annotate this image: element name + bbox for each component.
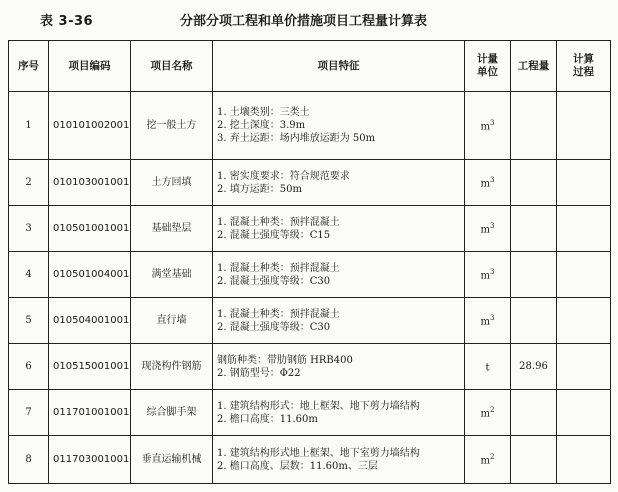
header-quantity: 工程量 (511, 41, 557, 92)
cell-name: 现浇构件钢筋 (131, 344, 213, 390)
table-row (9, 92, 611, 160)
cell-calc (557, 92, 611, 160)
cell-features (213, 298, 465, 344)
unit-base: m (480, 316, 490, 328)
table-row (9, 252, 611, 298)
table-row (9, 160, 611, 206)
cell-code: 011703001001 (49, 436, 131, 484)
cell-calc (557, 436, 611, 484)
cell-code: 010103001001 (49, 160, 131, 206)
header-calc-line1: 计算 (573, 53, 594, 65)
table-number: 表 3-36 (40, 14, 94, 29)
cell-unit (465, 298, 511, 344)
cell-name: 满堂基础 (131, 252, 213, 298)
unit-exponent: 3 (490, 314, 495, 323)
unit-exponent: 3 (490, 268, 495, 277)
feature-line: 1. 密实度要求：符合规范要求 (217, 170, 350, 182)
unit-exponent: 3 (490, 176, 495, 185)
cell-code: 010501004001 (49, 252, 131, 298)
table-title: 分部分项工程和单价措施项目工程量计算表 (180, 14, 428, 29)
cell-calc (557, 160, 611, 206)
cell-unit (465, 436, 511, 484)
cell-quantity (511, 206, 557, 252)
unit-exponent: 2 (490, 406, 495, 415)
feature-line: 2. 檐口高度、层数：11.60m、三层 (217, 460, 378, 472)
cell-name: 基础垫层 (131, 206, 213, 252)
table-row (9, 390, 611, 436)
cell-name: 垂直运输机械 (131, 436, 213, 484)
cell-seq: 5 (9, 298, 49, 344)
header-calc (557, 41, 611, 92)
cell-code: 010501001001 (49, 206, 131, 252)
feature-line: 2. 填方运距：50m (217, 183, 302, 195)
cell-calc (557, 390, 611, 436)
header-code: 项目编码 (49, 41, 131, 92)
cell-calc (557, 206, 611, 252)
cell-seq: 6 (9, 344, 49, 390)
table-row (9, 298, 611, 344)
feature-line: 1. 混凝土种类：预拌混凝土 (217, 262, 340, 274)
cell-code: 010515001001 (49, 344, 131, 390)
cell-seq: 7 (9, 390, 49, 436)
quantity-calculation-table (8, 40, 611, 484)
feature-line: 2. 混凝土强度等级：C30 (217, 275, 331, 287)
header-features: 项目特征 (213, 41, 465, 92)
feature-line: 1. 建筑结构形式：地上框架、地下剪力墙结构 (217, 400, 420, 412)
feature-line: 2. 檐口高度：11.60m (217, 413, 318, 425)
cell-unit (465, 344, 511, 390)
cell-features (213, 436, 465, 484)
cell-features (213, 206, 465, 252)
cell-calc (557, 298, 611, 344)
header-unit (465, 41, 511, 92)
cell-quantity (511, 252, 557, 298)
cell-quantity: 28.96 (511, 344, 557, 390)
feature-line: 3. 弃土运距：场内堆放运距为 50m (217, 133, 376, 144)
cell-features (213, 160, 465, 206)
header-name: 项目名称 (131, 41, 213, 92)
unit-exponent: 3 (490, 119, 495, 128)
cell-seq: 2 (9, 160, 49, 206)
table-row (9, 206, 611, 252)
unit-base: m (480, 224, 490, 236)
cell-unit (465, 252, 511, 298)
unit-base: m (480, 408, 490, 420)
cell-name: 土方回填 (131, 160, 213, 206)
cell-seq: 1 (9, 92, 49, 160)
cell-calc (557, 344, 611, 390)
feature-line: 1. 混凝土种类：预拌混凝土 (217, 308, 340, 320)
cell-quantity (511, 92, 557, 160)
unit-exponent: 3 (490, 222, 495, 231)
header-seq: 序号 (9, 41, 49, 92)
cell-quantity (511, 298, 557, 344)
cell-features (213, 390, 465, 436)
feature-line: 2. 混凝土强度等级：C15 (217, 229, 331, 241)
feature-line: 1. 混凝土种类：预拌混凝土 (217, 216, 340, 228)
unit-base: m (480, 455, 490, 467)
cell-code: 010101002001 (49, 92, 131, 160)
cell-unit (465, 390, 511, 436)
unit-base: m (480, 178, 490, 190)
cell-code: 010504001001 (49, 298, 131, 344)
feature-line: 2. 挖土深度：3.9m (217, 120, 306, 131)
cell-name: 挖一般土方 (131, 92, 213, 160)
cell-name: 综合脚手架 (131, 390, 213, 436)
cell-quantity (511, 160, 557, 206)
cell-features (213, 344, 465, 390)
cell-features (213, 252, 465, 298)
unit-exponent: 2 (490, 453, 495, 462)
cell-seq: 8 (9, 436, 49, 484)
cell-unit (465, 92, 511, 160)
cell-seq: 3 (9, 206, 49, 252)
cell-quantity (511, 390, 557, 436)
table-caption (0, 0, 618, 36)
cell-unit (465, 160, 511, 206)
header-unit-line2: 单位 (477, 66, 498, 78)
feature-line: 2. 混凝土强度等级：C30 (217, 321, 331, 333)
cell-code: 011701001001 (49, 390, 131, 436)
unit-base: m (480, 270, 490, 282)
header-unit-line1: 计量 (477, 53, 498, 65)
unit-base: t (485, 362, 490, 374)
feature-line: 1. 建筑结构形式地上框架、地下室剪力墙结构 (217, 447, 420, 459)
cell-features (213, 92, 465, 160)
table-row (9, 436, 611, 484)
table-row (9, 344, 611, 390)
feature-line: 2. 钢筋型号：Φ22 (217, 367, 301, 379)
feature-line: 钢筋种类：带肋钢筋 HRB400 (217, 354, 353, 366)
header-row (9, 41, 611, 92)
unit-base: m (480, 121, 490, 133)
cell-seq: 4 (9, 252, 49, 298)
cell-quantity (511, 436, 557, 484)
header-calc-line2: 过程 (573, 66, 594, 78)
cell-calc (557, 252, 611, 298)
cell-name: 直行墙 (131, 298, 213, 344)
cell-unit (465, 206, 511, 252)
feature-line: 1. 土壤类别：三类土 (217, 107, 310, 118)
